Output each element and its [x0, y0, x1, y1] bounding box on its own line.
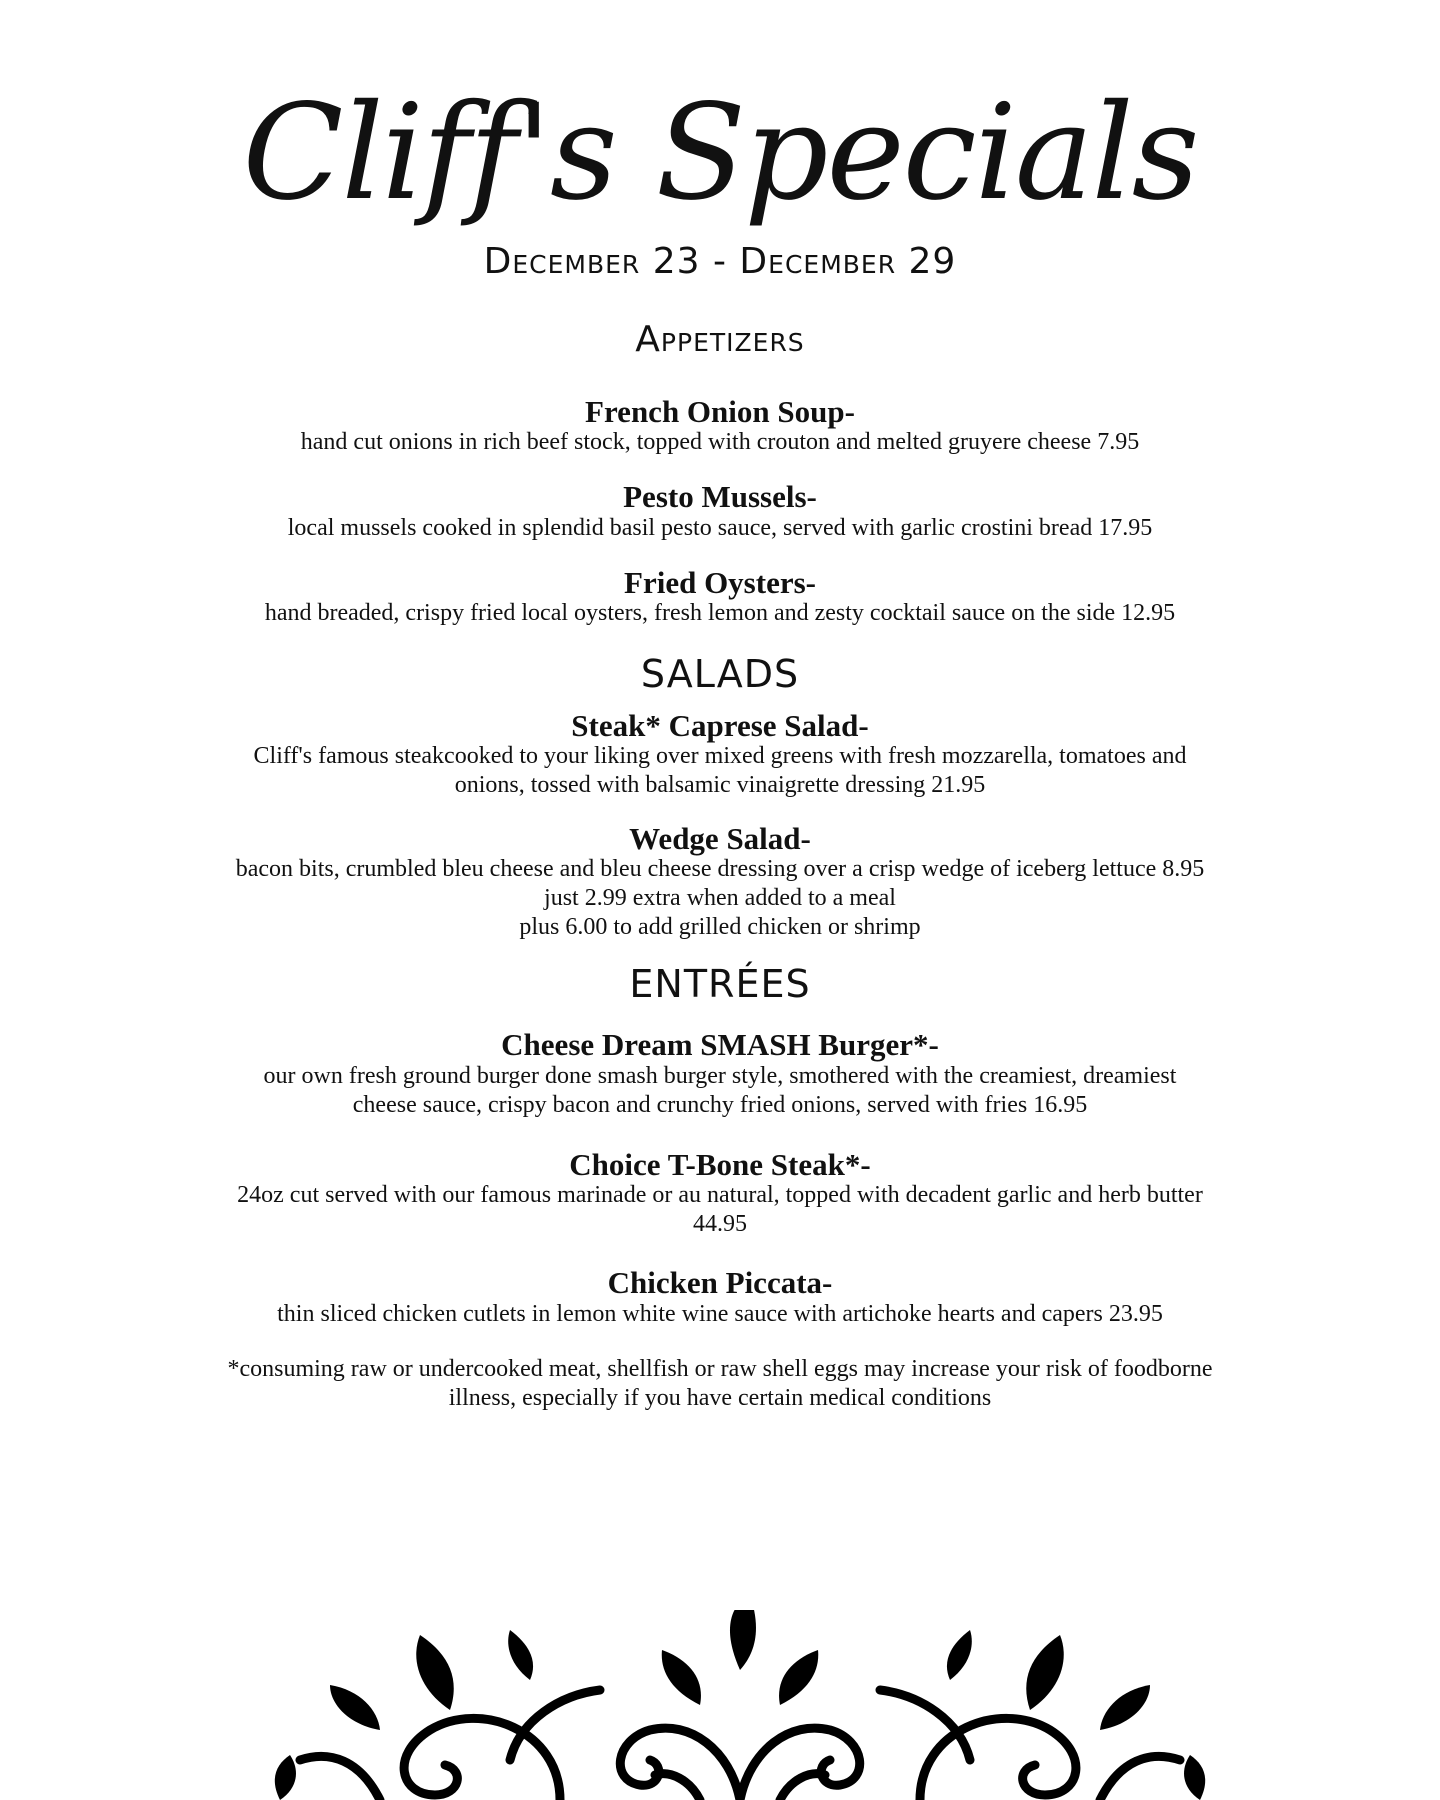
- desc-line: 24oz cut served with our famous marinade or au natural, topped with decadent garlic and herb butter: [237, 1182, 1203, 1208]
- menu-dates: December 23 - December 29: [483, 241, 957, 282]
- item-desc-t-bone-steak: [170, 1181, 1270, 1239]
- item-desc-steak-caprese-salad: [170, 742, 1270, 800]
- desc-line: just 2.99 extra when added to a meal: [544, 885, 896, 911]
- item-name-steak-caprese-salad: Steak* Caprese Salad-: [571, 708, 869, 743]
- item-name-french-onion-soup: French Onion Soup-: [585, 394, 855, 429]
- desc-line: 44.95: [693, 1211, 747, 1237]
- section-salads: SALADS: [640, 652, 800, 696]
- desc-line: our own fresh ground burger done smash burger style, smothered with the creamiest, dreamiest: [263, 1063, 1177, 1089]
- item-name-fried-oysters: Fried Oysters-: [624, 565, 816, 600]
- desc-line: hand breaded, crispy fried local oysters, fresh lemon and zesty cocktail sauce on the side 12.95: [264, 600, 1176, 626]
- item-name-smash-burger: Cheese Dream SMASH Burger*-: [501, 1027, 939, 1062]
- item-desc-wedge-salad: [170, 855, 1270, 942]
- item-desc-fried-oysters: [170, 599, 1270, 628]
- item-desc-smash-burger: [170, 1062, 1270, 1120]
- item-desc-pesto-mussels: [170, 514, 1270, 543]
- foodborne-illness-note: [170, 1355, 1270, 1413]
- item-name-t-bone-steak: Choice T-Bone Steak*-: [569, 1147, 871, 1182]
- desc-line: hand cut onions in rich beef stock, topped with crouton and melted gruyere cheese 7.95: [300, 429, 1140, 455]
- menu-title: Cliff's Specials: [242, 76, 1198, 230]
- desc-line: Cliff's famous steakcooked to your liking over mixed greens with fresh mozzarella, tomatoes and: [253, 743, 1187, 769]
- item-desc-chicken-piccata: [170, 1300, 1270, 1329]
- desc-line: cheese sauce, crispy bacon and crunchy fried onions, served with fries 16.95: [352, 1092, 1088, 1118]
- section-appetizers: Appetizers: [635, 319, 805, 360]
- flourish-ornament: [260, 1610, 1220, 1800]
- item-desc-french-onion-soup: [170, 428, 1270, 457]
- item-name-pesto-mussels: Pesto Mussels-: [623, 479, 817, 514]
- note-line: *consuming raw or undercooked meat, shellfish or raw shell eggs may increase your risk of foodborne: [227, 1356, 1213, 1382]
- desc-line: plus 6.00 to add grilled chicken or shrimp: [519, 914, 921, 940]
- item-name-wedge-salad: Wedge Salad-: [629, 821, 811, 856]
- desc-line: local mussels cooked in splendid basil pesto sauce, served with garlic crostini bread 17.95: [287, 515, 1153, 541]
- item-name-chicken-piccata: Chicken Piccata-: [607, 1265, 833, 1300]
- note-line: illness, especially if you have certain medical conditions: [448, 1385, 992, 1411]
- section-entrees: ENTRÉES: [629, 962, 811, 1006]
- desc-line: onions, tossed with balsamic vinaigrette dressing 21.95: [454, 772, 986, 798]
- desc-line: thin sliced chicken cutlets in lemon white wine sauce with artichoke hearts and capers 23.95: [277, 1301, 1163, 1327]
- desc-line: bacon bits, crumbled bleu cheese and bleu cheese dressing over a crisp wedge of iceberg lettuce 8.95: [235, 856, 1205, 882]
